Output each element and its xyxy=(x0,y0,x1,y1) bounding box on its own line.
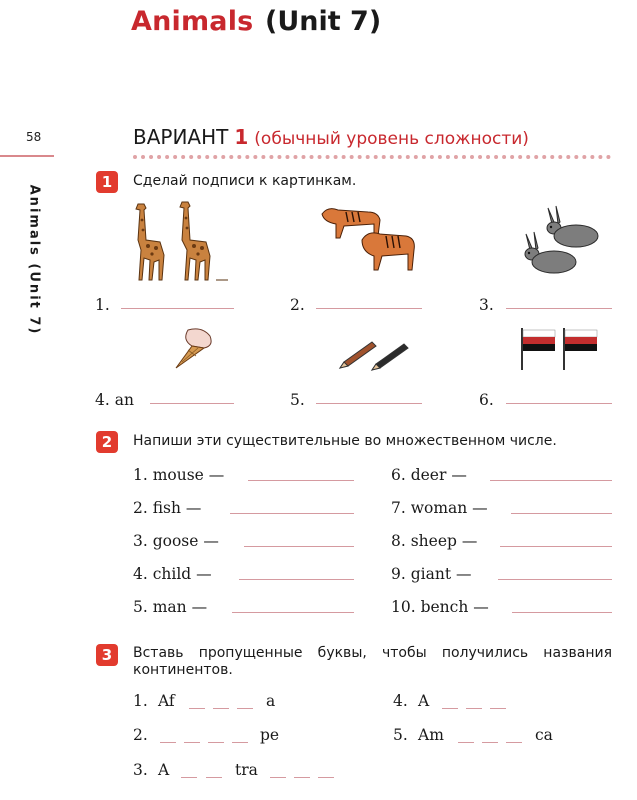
plural-line-2 xyxy=(230,513,354,514)
letter-blank xyxy=(482,742,498,743)
plural-item-8: 8. sheep — xyxy=(391,532,478,550)
letter-blank xyxy=(181,777,197,778)
plural-item-9: 9. giant — xyxy=(391,565,472,583)
plural-line-4 xyxy=(239,579,354,580)
task-3-badge: 3 xyxy=(96,644,118,666)
ice-cream-picture xyxy=(168,326,216,372)
continent-item-1-start: Af xyxy=(158,692,175,710)
answer-line-1 xyxy=(121,308,234,309)
plural-item-2: 2. fish — xyxy=(133,499,202,517)
variant-number: 1 xyxy=(234,125,249,149)
picture-label-4: 4. an xyxy=(95,391,134,409)
page-number: 58 xyxy=(26,130,42,144)
letter-blank xyxy=(466,708,482,709)
task-2-badge: 2 xyxy=(96,431,118,453)
picture-label-3: 3. xyxy=(479,296,494,314)
letter-blank xyxy=(189,708,205,709)
letter-blank xyxy=(490,708,506,709)
unit-number: (Unit 7) xyxy=(265,6,382,37)
plural-line-3 xyxy=(244,546,354,547)
plural-line-5 xyxy=(232,612,354,613)
pencils-picture xyxy=(336,336,412,372)
task-3-instruction-line-1: Вставь пропущенные буквы, чтобы получились названия xyxy=(133,645,612,661)
letter-blank xyxy=(458,742,474,743)
plural-item-6: 6. deer — xyxy=(391,466,467,484)
continent-item-2-end: pe xyxy=(260,726,280,744)
picture-label-5: 5. xyxy=(290,391,305,409)
task-1-badge: 1 xyxy=(96,171,118,193)
continent-item-1-end: a xyxy=(266,692,276,710)
task-1-instruction: Сделай подписи к картинкам. xyxy=(133,173,357,189)
continent-item-5-number: 5. xyxy=(393,726,408,744)
variant-heading xyxy=(133,125,529,149)
flags-picture xyxy=(518,326,604,372)
variant-level: (обычный уровень сложности) xyxy=(254,129,529,149)
letter-blank xyxy=(232,742,248,743)
letter-blank xyxy=(270,777,286,778)
plural-line-9 xyxy=(498,579,612,580)
dotted-divider xyxy=(133,155,611,159)
answer-line-2 xyxy=(316,308,422,309)
plural-line-1 xyxy=(248,480,354,481)
continent-item-3-start: A xyxy=(158,761,170,779)
margin-rule xyxy=(0,155,54,157)
tigers-picture xyxy=(318,200,418,278)
side-running-title: Animals (Unit 7) xyxy=(26,184,42,336)
continent-item-2-number: 2. xyxy=(133,726,148,744)
letter-blank xyxy=(206,777,222,778)
letter-blank xyxy=(318,777,334,778)
picture-label-6: 6. xyxy=(479,391,494,409)
continent-item-5-end: ca xyxy=(535,726,553,744)
plural-line-8 xyxy=(500,546,612,547)
answer-line-6 xyxy=(506,403,612,404)
letter-blank xyxy=(506,742,522,743)
letter-blank xyxy=(237,708,253,709)
plural-item-4: 4. child — xyxy=(133,565,212,583)
rabbits-picture xyxy=(518,204,606,278)
continent-item-3-number: 3. xyxy=(133,761,148,779)
letter-blank xyxy=(294,777,310,778)
plural-line-10 xyxy=(512,612,612,613)
task-3-instruction-line-2: континентов. xyxy=(133,662,233,678)
continent-item-3-middle: tra xyxy=(235,761,258,779)
letter-blank xyxy=(160,742,176,743)
continent-item-1-number: 1. xyxy=(133,692,148,710)
letter-blank xyxy=(208,742,224,743)
giraffes-picture xyxy=(130,200,230,282)
continent-item-4-number: 4. xyxy=(393,692,408,710)
continent-item-5-start: Am xyxy=(418,726,444,744)
plural-item-3: 3. goose — xyxy=(133,532,219,550)
letter-blank xyxy=(442,708,458,709)
answer-line-3 xyxy=(506,308,612,309)
plural-item-10: 10. bench — xyxy=(391,598,489,616)
plural-line-7 xyxy=(511,513,612,514)
picture-label-2: 2. xyxy=(290,296,305,314)
plural-item-7: 7. woman — xyxy=(391,499,488,517)
picture-label-1: 1. xyxy=(95,296,110,314)
plural-item-5: 5. man — xyxy=(133,598,208,616)
task-2-instruction: Напиши эти существительные во множественном числе. xyxy=(133,433,557,449)
variant-label: ВАРИАНТ xyxy=(133,125,229,149)
unit-title: Animals xyxy=(131,6,254,37)
answer-line-5 xyxy=(316,403,422,404)
answer-line-4 xyxy=(150,403,234,404)
plural-item-1: 1. mouse — xyxy=(133,466,225,484)
letter-blank xyxy=(184,742,200,743)
continent-item-4-start: A xyxy=(418,692,430,710)
letter-blank xyxy=(213,708,229,709)
plural-line-6 xyxy=(490,480,612,481)
